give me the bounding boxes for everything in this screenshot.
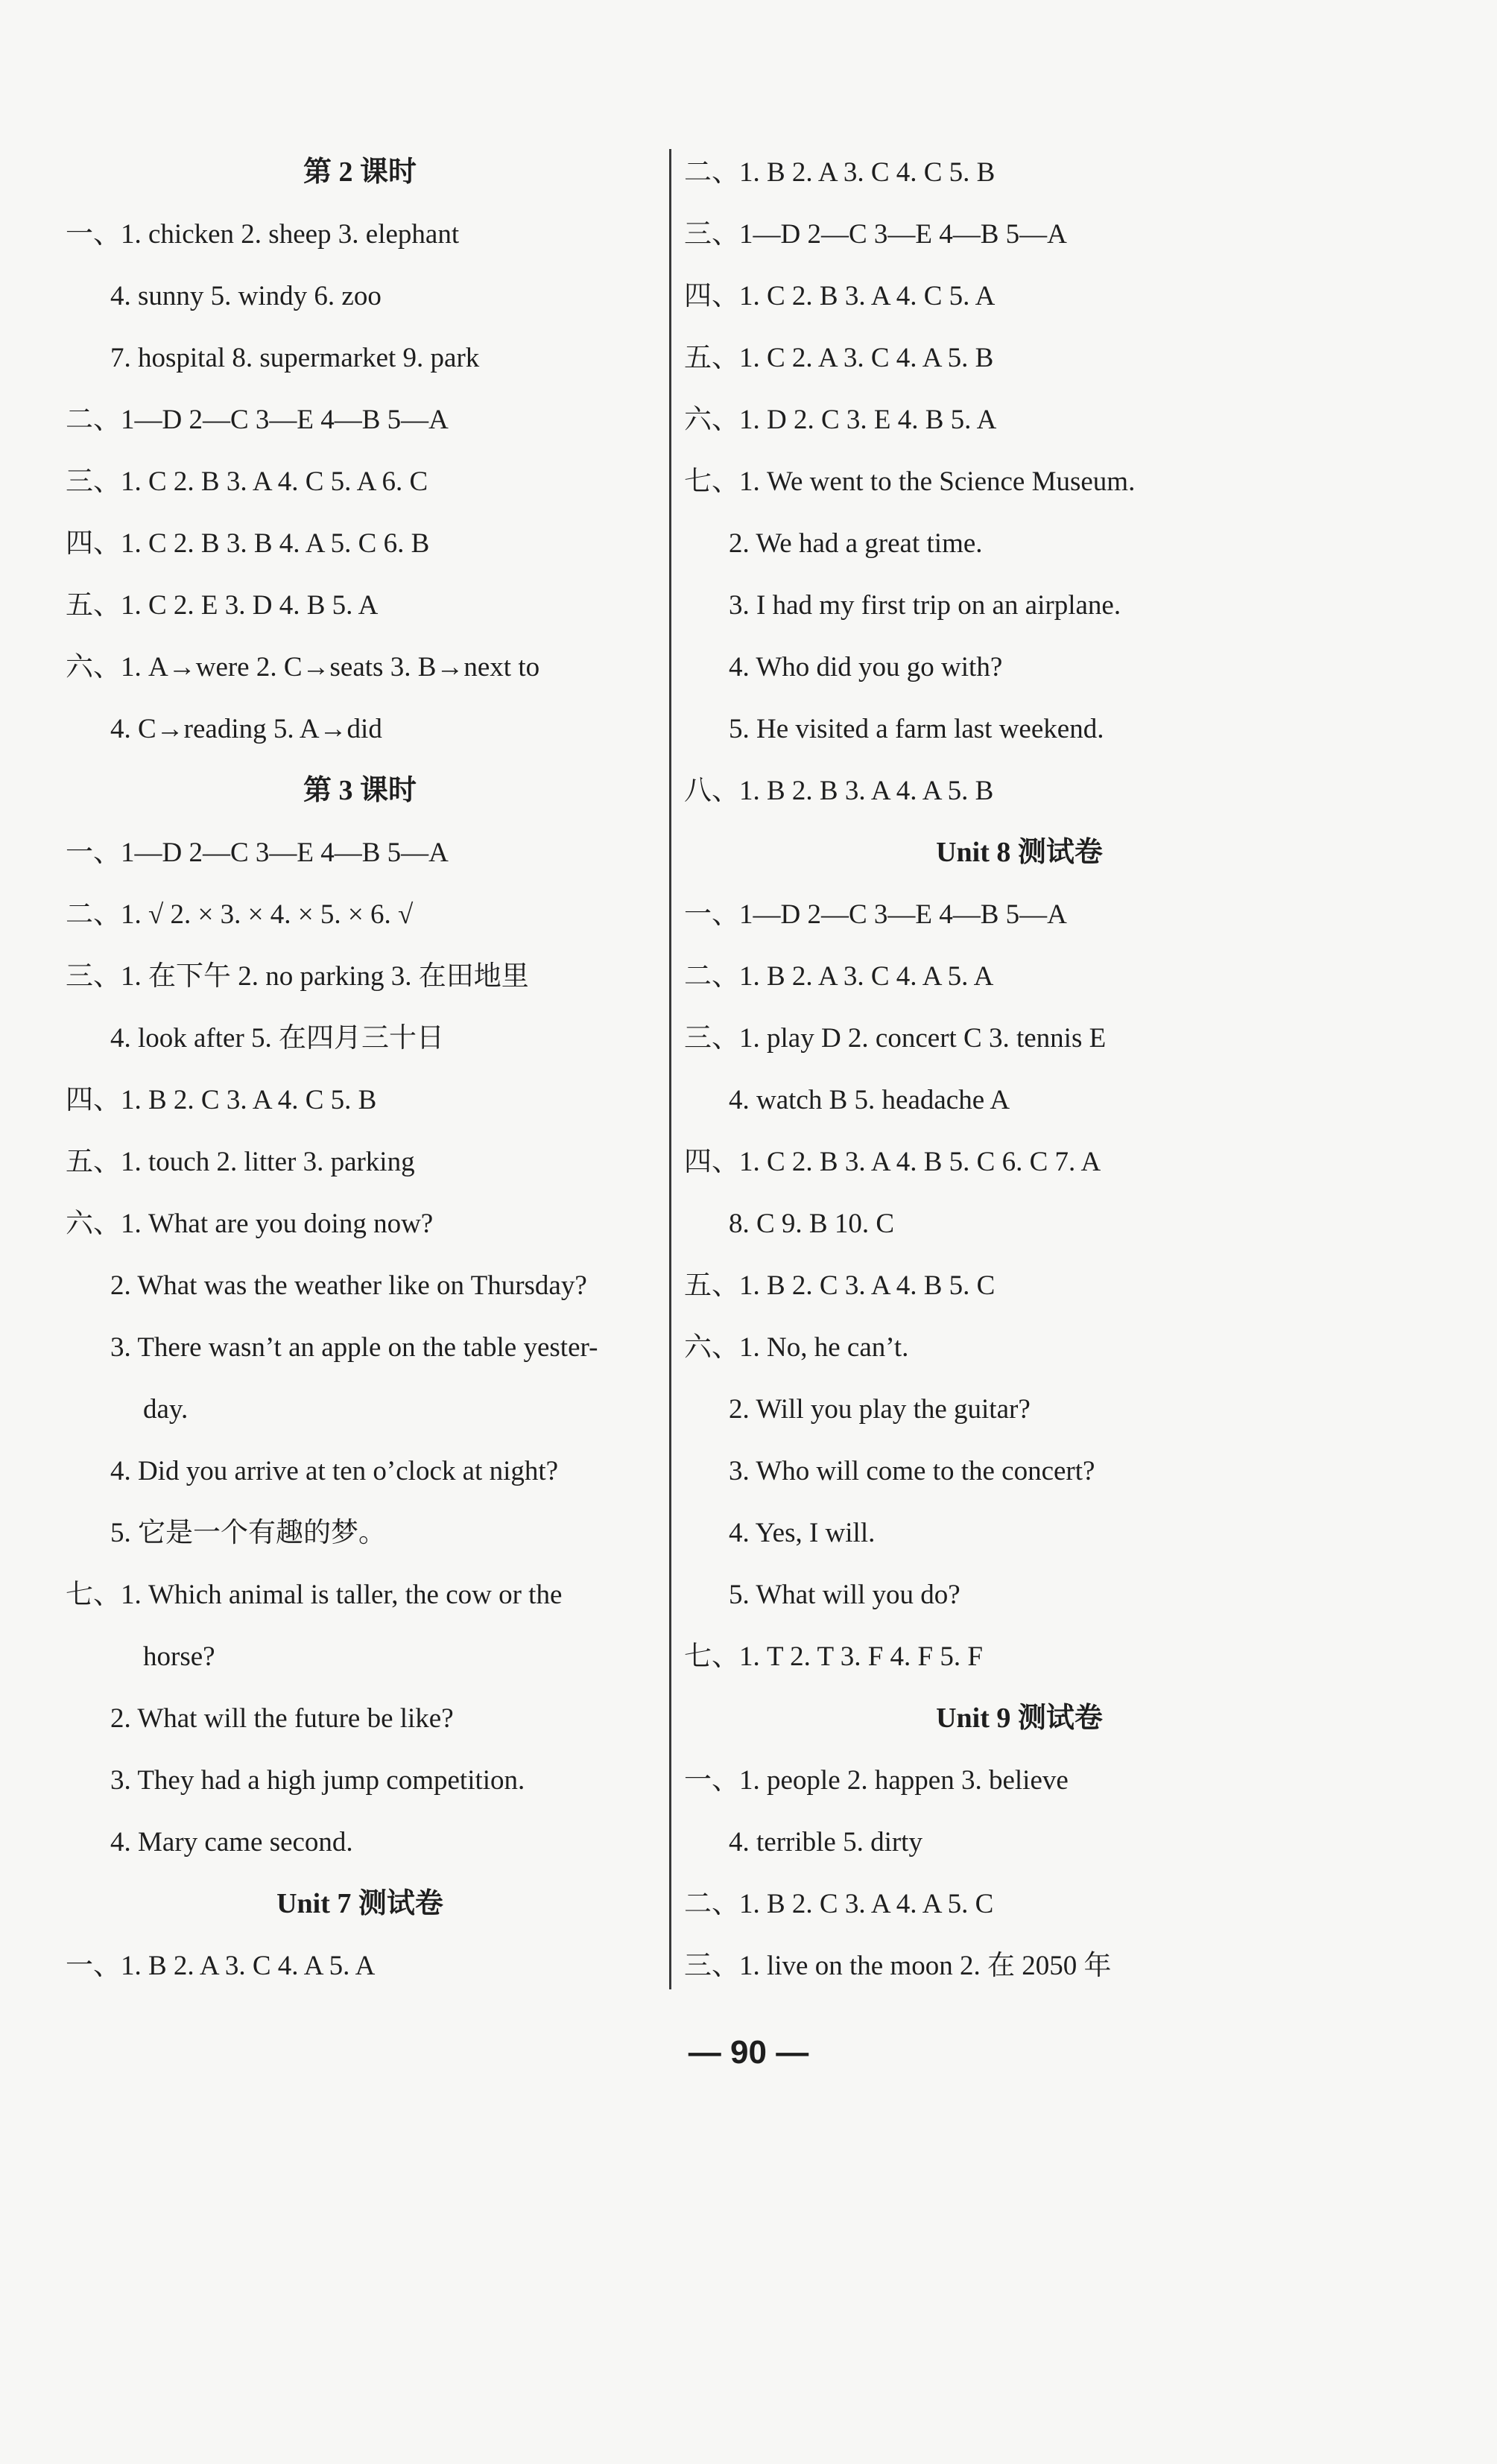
answer-line: 四、1. C 2. B 3. A 4. B 5. C 6. C 7. A <box>684 1147 1101 1177</box>
answer-line: 二、1—D 2—C 3—E 4—B 5—A <box>66 405 449 435</box>
answer-subline: 3. Who will come to the concert? <box>729 1456 1095 1486</box>
left-column <box>66 142 654 1997</box>
answer-line: 六、1. No, he can’t. <box>684 1332 909 1363</box>
answer-line: 三、1. live on the moon 2. 在 2050 年 <box>684 1951 1112 1981</box>
answer-line: 五、1. touch 2. litter 3. parking <box>66 1147 415 1177</box>
answer-line: 二、1. √ 2. × 3. × 4. × 5. × 6. √ <box>66 899 414 930</box>
section-heading: 第 2 课时 <box>303 156 417 188</box>
answer-subline: 4. Did you arrive at ten o’clock at night? <box>110 1456 559 1486</box>
answer-line: 二、1. B 2. C 3. A 4. A 5. C <box>684 1889 994 1919</box>
answer-line: 三、1. play D 2. concert C 3. tennis E <box>684 1023 1107 1054</box>
answer-line: 四、1. B 2. C 3. A 4. C 5. B <box>66 1085 377 1115</box>
answer-subline: 5. What will you do? <box>729 1580 960 1610</box>
answer-line: 一、1—D 2—C 3—E 4—B 5—A <box>66 837 449 868</box>
answer-subline: 5. 它是一个有趣的梦。 <box>110 1518 386 1548</box>
answer-line: 四、1. C 2. B 3. A 4. C 5. A <box>684 281 996 311</box>
page-number: — 90 — <box>688 2034 809 2071</box>
answer-subline: 2. We had a great time. <box>729 528 983 559</box>
answer-subline: 7. hospital 8. supermarket 9. park <box>110 343 480 373</box>
section-heading: Unit 9 测试卷 <box>936 1703 1103 1734</box>
answer-subline: 4. Mary came second. <box>110 1827 353 1857</box>
answer-line: 一、1. chicken 2. sheep 3. elephant <box>66 219 460 250</box>
answer-line: 五、1. C 2. A 3. C 4. A 5. B <box>684 343 994 373</box>
section-heading: Unit 8 测试卷 <box>936 837 1103 868</box>
answer-line: 一、1. people 2. happen 3. believe <box>684 1765 1069 1796</box>
answer-line: 六、1. A→were 2. C→seats 3. B→next to <box>66 652 540 682</box>
answer-line: 七、1. T 2. T 3. F 4. F 5. F <box>684 1641 983 1672</box>
answer-subline: 3. I had my first trip on an airplane. <box>729 590 1121 621</box>
answer-subline: 4. look after 5. 在四月三十日 <box>110 1023 445 1054</box>
answer-line: 三、1—D 2—C 3—E 4—B 5—A <box>684 219 1067 250</box>
answer-subline: 3. They had a high jump competition. <box>110 1765 525 1796</box>
answer-subline: 4. Who did you go with? <box>729 652 1003 682</box>
answer-subline: 2. What will the future be like? <box>110 1703 454 1734</box>
answer-line: 二、1. B 2. A 3. C 4. C 5. B <box>684 157 996 188</box>
answer-subline: 4. C→reading 5. A→did <box>110 714 382 744</box>
answer-line: 五、1. B 2. C 3. A 4. B 5. C <box>684 1270 996 1301</box>
answer-subline: 4. terrible 5. dirty <box>729 1827 922 1857</box>
answer-subline: 3. There wasn’t an apple on the table yester- <box>110 1332 598 1363</box>
answer-line: 五、1. C 2. E 3. D 4. B 5. A <box>66 590 379 621</box>
section-heading: Unit 7 测试卷 <box>276 1888 443 1919</box>
column-divider <box>669 149 671 1989</box>
answer-line: 四、1. C 2. B 3. B 4. A 5. C 6. B <box>66 528 430 559</box>
answer-subline: 4. sunny 5. windy 6. zoo <box>110 281 382 311</box>
answer-subline: 4. watch B 5. headache A <box>729 1085 1010 1115</box>
answer-subline: 4. Yes, I will. <box>729 1518 876 1548</box>
answer-line: 三、1. C 2. B 3. A 4. C 5. A 6. C <box>66 466 428 497</box>
right-column <box>684 142 1355 1997</box>
answer-line: 七、1. Which animal is taller, the cow or the <box>66 1580 563 1610</box>
answer-continuation: day. <box>143 1394 189 1425</box>
answer-line: 六、1. D 2. C 3. E 4. B 5. A <box>684 405 997 435</box>
answer-continuation: horse? <box>143 1641 215 1672</box>
answer-subline: 2. Will you play the guitar? <box>729 1394 1031 1425</box>
answer-line: 八、1. B 2. B 3. A 4. A 5. B <box>684 776 994 806</box>
answer-subline: 5. He visited a farm last weekend. <box>729 714 1104 744</box>
answer-line: 一、1—D 2—C 3—E 4—B 5—A <box>684 899 1067 930</box>
answer-line: 二、1. B 2. A 3. C 4. A 5. A <box>684 961 994 992</box>
answer-line: 七、1. We went to the Science Museum. <box>684 466 1136 497</box>
answer-subline: 2. What was the weather like on Thursday? <box>110 1270 587 1301</box>
answer-line: 一、1. B 2. A 3. C 4. A 5. A <box>66 1951 376 1981</box>
answer-line: 三、1. 在下午 2. no parking 3. 在田地里 <box>66 961 529 992</box>
answer-subline: 8. C 9. B 10. C <box>729 1209 895 1239</box>
section-heading: 第 3 课时 <box>303 775 417 806</box>
answer-line: 六、1. What are you doing now? <box>66 1209 434 1239</box>
